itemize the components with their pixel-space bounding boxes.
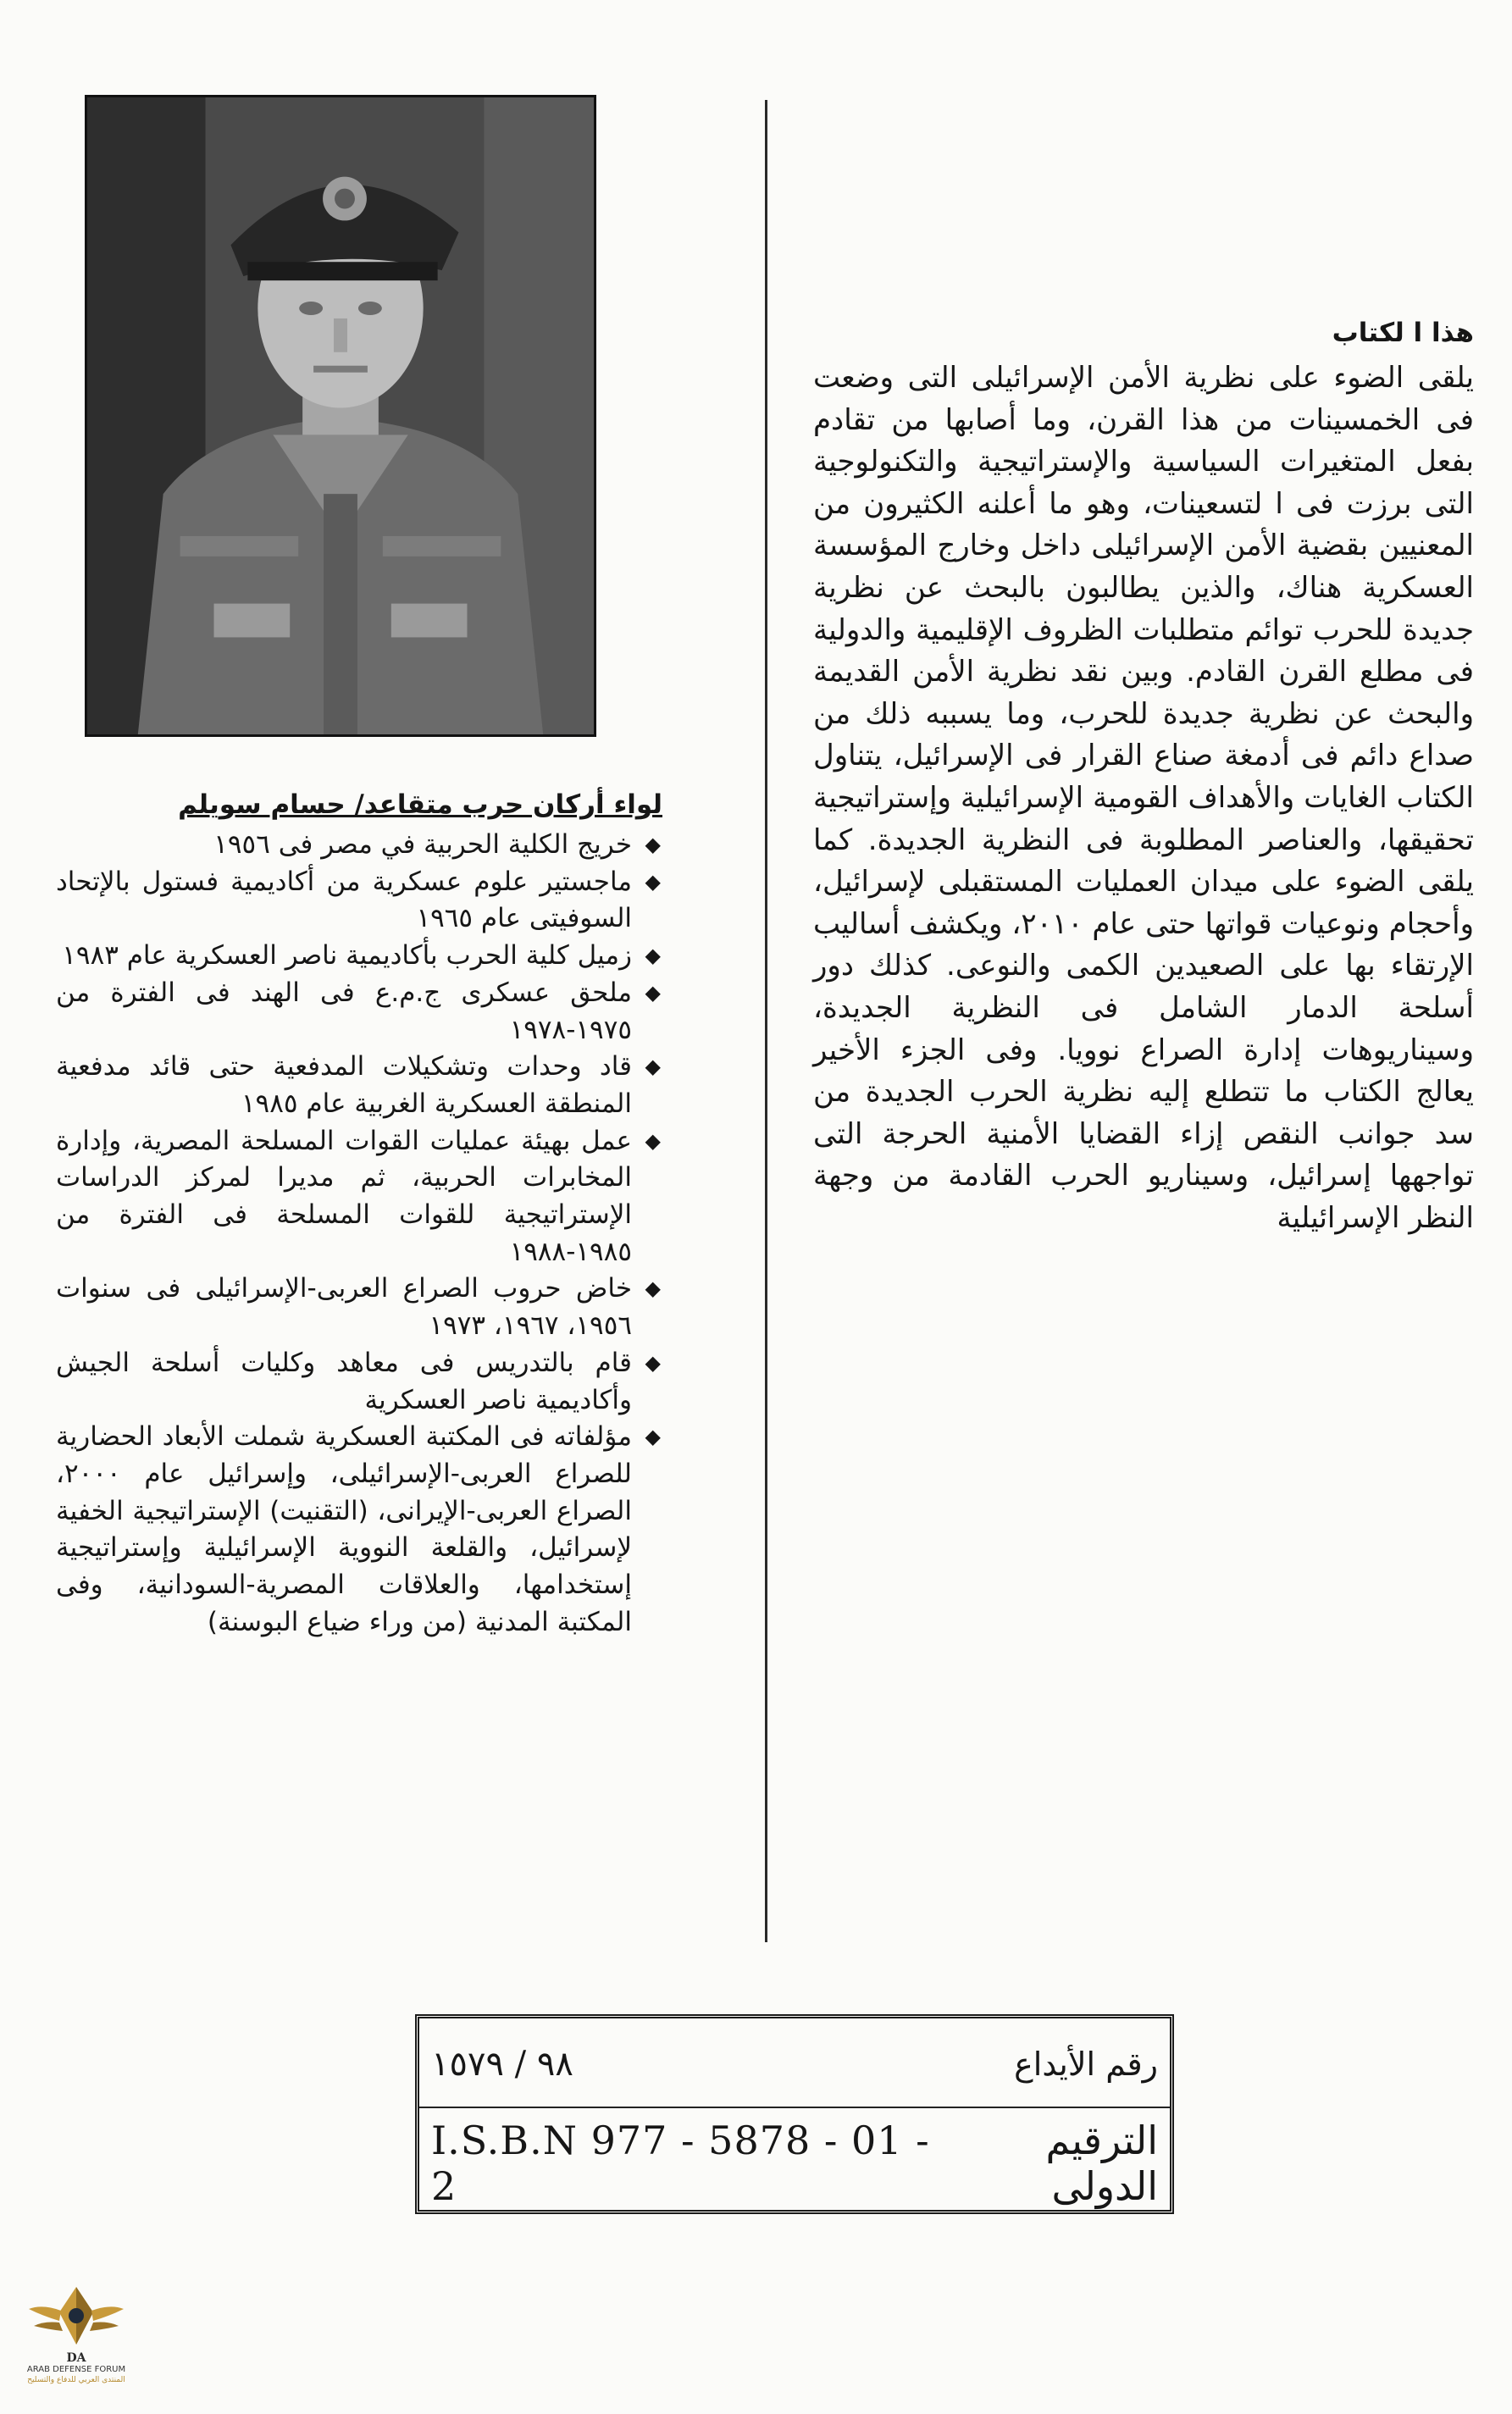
bullet-icon: ◆ xyxy=(645,1425,661,1449)
description-heading: هذا ا لكتاب xyxy=(1332,318,1474,348)
bio-item xyxy=(56,1271,662,1344)
bio-item xyxy=(56,827,662,864)
bio-item xyxy=(56,864,662,938)
deposit-value: ٩٨ / ١٥٧٩ xyxy=(431,2045,573,2084)
bullet-icon: ◆ xyxy=(645,980,661,1005)
bullet-icon: ◆ xyxy=(645,1350,661,1375)
bio-item xyxy=(56,1345,662,1419)
forum-watermark-logo xyxy=(8,2278,144,2406)
bio-text: قام بالتدريس فى معاهد وكليات أسلحة الجيش وأكاديمية ناصر العسكرية xyxy=(56,1347,632,1415)
logo-subtitle: المنتدى العربي للدفاع والتسليح xyxy=(27,2376,125,2384)
wings-emblem-icon xyxy=(25,2278,127,2351)
bullet-icon: ◆ xyxy=(645,1055,661,1079)
bullet-icon: ◆ xyxy=(645,869,661,894)
bio-text: زميل كلية الحرب بأكاديمية ناصر العسكرية عام ١٩٨٣ xyxy=(62,940,632,972)
isbn-row xyxy=(431,2118,1158,2209)
bio-item xyxy=(56,1049,662,1122)
bio-text: عمل بهيئة عمليات القوات المسلحة المصرية، وإدارة المخابرات الحربية، ثم مديرا لمركز الدراسات الإستراتيجية للقوات المسلحة فى الفترة من ١٩٨٥-١٩٨٨ xyxy=(56,1125,632,1267)
bio-text: ماجستير علوم عسكرية من أكاديمية فستول بالإتحاد السوفيتى عام ١٩٦٥ xyxy=(56,866,632,934)
deposit-label: رقم الأيداع xyxy=(1014,2046,1158,2083)
description-text: يلقى الضوء على نظرية الأمن الإسرائيلى التى وضعت فى الخمسينات من هذا القرن، وما أصابها من تقادم بفعل المتغيرات السياسية والإستراتيجية والتكنولوجية التى برزت فى ا لتسعينات، وهو ما أعلنه الكثيرون من المعنيين بقضية الأمن الإسرائيلى داخل وخارج المؤسسة العسكرية هناك، والذين يطالبون بالبحث عن نظرية جديدة للحرب توائم متطلبات الظروف الإقليمية والدولية فى مطلع القرن القادم. وبين نقد نظرية الأمن القديمة والبحث عن نظرية جديدة للحرب، وما يسببه ذلك من صداع دائم فى أدمغة صناع القرار فى الإسرائيل، يتناول الكتاب الغايات والأهداف القومية الإسرائيلية وإستراتيجية تحقيقها، والعناصر المطلوبة فى النظرية الجديدة. كما يلقى الضوء على ميدان العمليات المستقبلى لإسرائيل، وأحجام ونوعيات قواتها حتى عام ٢٠١٠، ويكشف أساليب الإرتقاء بها على الصعيدين الكمى والنوعى. كذلك دور أسلحة الدمار الشامل فى النظرية الجديدة، وسيناريوهات إدارة الصراع نوويا. وفى الجزء الأخير يعالج الكتاب ما تتطلع إليه نظرية الحرب الجديدة من سد جوانب النقص إزاء القضايا الأمنية الحرجة التى تواجهها إسرائيل، وسيناريو الحرب القادمة من وجهة النظر الإسرائيلية xyxy=(813,361,1474,1235)
bio-text: مؤلفاته فى المكتبة العسكرية شملت الأبعاد الحضارية للصراع العربى-الإسرائيلى، وإسرائيل عام ٢٠٠٠، الصراع العربى-الإيرانى، (التقنيت) الإستراتيجية الخفية لإسرائيل، والقلعة النووية الإسرائيلية وإستراتيجية إستخدامها، والعلاقات المصرية-السودانية، وفى المكتبة المدنية (من وراء ضياع البوسنة) xyxy=(56,1421,632,1637)
bio-item xyxy=(56,975,662,1049)
author-bio xyxy=(56,788,662,1641)
bio-text: ملحق عسكرى ج.م.ع فى الهند فى الفترة من ١٩٧٥-١٩٧٨ xyxy=(56,977,632,1045)
bullet-icon: ◆ xyxy=(645,833,661,856)
bio-text: قاد وحدات وتشكيلات المدفعية حتى قائد مدفعية المنطقة العسكرية الغربية عام ١٩٨٥ xyxy=(56,1051,632,1119)
logo-abbr: DA xyxy=(66,2351,86,2365)
bio-item xyxy=(56,938,662,975)
bullet-icon: ◆ xyxy=(645,944,661,968)
bullet-icon: ◆ xyxy=(645,1276,661,1301)
deposit-number-box xyxy=(415,2014,1174,2214)
logo-name: ARAB DEFENSE FORUM xyxy=(26,2365,126,2374)
author-portrait-image xyxy=(87,97,594,734)
bio-list xyxy=(56,827,662,1641)
author-caption: لواء أركان حرب متقاعد/ حسام سويلم xyxy=(178,789,662,820)
author-photo xyxy=(85,95,596,737)
bio-text: خاض حروب الصراع العربى-الإسرائيلى فى سنوات ١٩٥٦، ١٩٦٧، ١٩٧٣ xyxy=(56,1273,632,1342)
deposit-row xyxy=(431,2030,1158,2098)
book-description xyxy=(813,312,1474,1239)
bio-item xyxy=(56,1419,662,1641)
deposit-separator xyxy=(419,2107,1170,2108)
column-divider xyxy=(765,100,767,1942)
bio-text: خريج الكلية الحربية في مصر فى ١٩٥٦ xyxy=(213,829,632,860)
bio-item xyxy=(56,1123,662,1271)
isbn-value: I.S.B.N 977 - 5878 - 01 - 2 xyxy=(431,2118,930,2209)
bullet-icon: ◆ xyxy=(645,1128,661,1153)
isbn-label: الترقيم الدولى xyxy=(1045,2118,1158,2209)
